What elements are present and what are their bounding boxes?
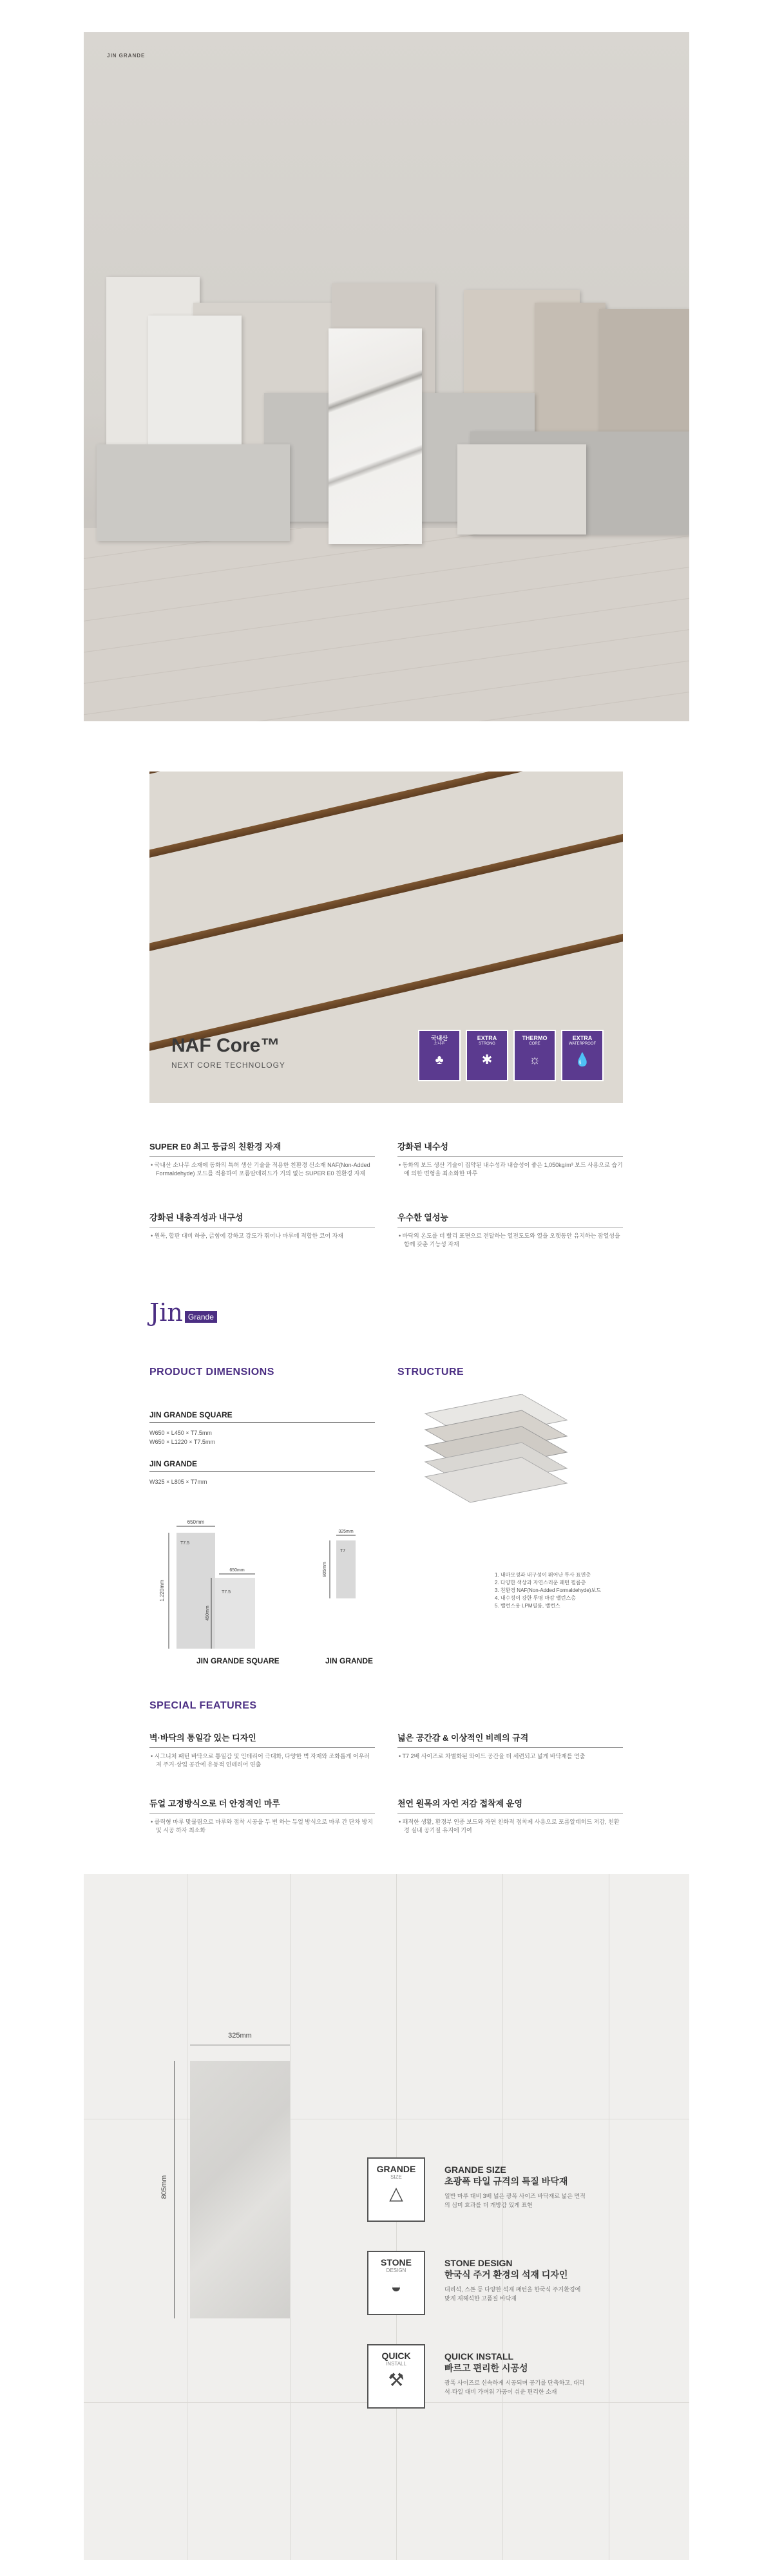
icon-subtitle: INSTALL bbox=[386, 2361, 406, 2367]
legend-item: 3. 친환경 NAF(Non-Added Formaldehyde)보드 bbox=[495, 1587, 601, 1593]
bottom-visual bbox=[84, 1874, 689, 2560]
height-rule bbox=[174, 2061, 175, 2318]
feature-title: SUPER E0 최고 등급의 친환경 자재 bbox=[149, 1140, 375, 1157]
feature-eco bbox=[149, 1140, 375, 1178]
diagram-label-square: JIN GRANDE SQUARE bbox=[196, 1656, 280, 1665]
feature-text: • 국내산 소나무 소재에 동화의 특허 생산 기술을 적용한 친환경 신소재 NAF(Non-Added Formaldehyde) 보드를 적용하여 포름알데히드가 거의 없는 SUPER E0 친환경 자재 bbox=[149, 1161, 375, 1178]
legend-item: 4. 내수성이 강한 투명 마감 밸런스층 bbox=[495, 1595, 576, 1601]
feature-title: 천연 원목의 자연 저감 접착제 운영 bbox=[397, 1797, 623, 1814]
grande-values bbox=[149, 1477, 207, 1486]
feature-title: 넓은 공간감 & 이상적인 비례의 규격 bbox=[397, 1731, 623, 1748]
legend-item: 5. 밸런스용 LPM필름, 밸런스 bbox=[495, 1603, 560, 1609]
bf-text: 일반 마루 대비 3배 넓은 광폭 사이즈 바닥재로 넓은 면적의 심미 효과를 더 개방감 있게 표현 bbox=[444, 2193, 586, 2208]
special-feature bbox=[397, 1731, 623, 1761]
feature-title: 강화된 내수성 bbox=[397, 1140, 623, 1157]
special-feature bbox=[149, 1797, 375, 1835]
square-title: JIN GRANDE SQUARE bbox=[149, 1410, 375, 1423]
legend-item: 2. 다양한 색상과 자연스러운 패턴 필름층 bbox=[495, 1580, 586, 1586]
tile-grande bbox=[336, 1540, 356, 1598]
naf-subtitle: NEXT CORE TECHNOLOGY bbox=[171, 1061, 285, 1070]
hero-image bbox=[84, 32, 689, 721]
dim-t75-a: T7.5 bbox=[180, 1541, 190, 1546]
dim-l450: 450mm bbox=[205, 1605, 210, 1621]
badge-waterproof bbox=[561, 1030, 604, 1081]
feature-text: • T7 2배 사이즈로 차별화된 와이드 공간을 더 세련되고 넓게 바닥재를 연출 bbox=[397, 1752, 623, 1761]
icon-subtitle: SIZE bbox=[390, 2174, 402, 2180]
dim-l1220: 1,220mm bbox=[159, 1580, 165, 1602]
grande-size-icon bbox=[367, 2157, 425, 2222]
naf-core-image bbox=[149, 772, 623, 1103]
badge-strong bbox=[466, 1030, 508, 1081]
badge-line1: 국내산 bbox=[430, 1035, 448, 1041]
feature-title: 강화된 내충격성과 내구성 bbox=[149, 1211, 375, 1227]
badge-line2: STRONG bbox=[479, 1042, 495, 1046]
square-value: W650 × L450 × T7.5mm bbox=[149, 1430, 212, 1436]
icon-title: STONE bbox=[381, 2257, 412, 2268]
hammer-icon: ⚒ bbox=[388, 2370, 405, 2390]
dimensions-diagram bbox=[149, 1513, 394, 1668]
dim-l805: 805mm bbox=[323, 1562, 327, 1577]
badge-line1: EXTRA bbox=[477, 1035, 497, 1041]
feature-title: 벽·바닥의 통일감 있는 디자인 bbox=[149, 1731, 375, 1748]
feature-text: • 시그니처 패턴 바닥으로 통일감 및 인테리어 극대화, 다양한 벽 자재와 조화롭게 어우러져 주거·상업 공간에 유동적 인테리어 연출 bbox=[149, 1752, 375, 1769]
dim-w650-b: 650mm bbox=[229, 1568, 245, 1573]
tile-seam bbox=[290, 1874, 291, 2560]
triangle-icon: △ bbox=[389, 2183, 403, 2203]
strong-icon: ✱ bbox=[481, 1053, 493, 1067]
dim-t7: T7 bbox=[340, 1549, 346, 1553]
structure-legend bbox=[495, 1571, 601, 1610]
water-drop-icon: 💧 bbox=[574, 1053, 591, 1067]
hero-floor bbox=[84, 528, 689, 721]
naf-title: NAF Core™ bbox=[171, 1035, 280, 1056]
height-label: 805mm bbox=[160, 2175, 168, 2199]
naf-badges bbox=[418, 1030, 604, 1081]
special-heading: SPECIAL FEATURES bbox=[149, 1700, 257, 1711]
feature-text: • 동화의 보드 생산 기술이 집약된 내수성과 내습성이 좋은 1,050kg/m³ 보드 사용으로 습기에 의한 변형을 최소화한 마루 bbox=[397, 1161, 623, 1178]
icon-subtitle: DESIGN bbox=[386, 2268, 406, 2273]
diagram-label-grande: JIN GRANDE bbox=[325, 1656, 374, 1665]
icon-title: GRANDE bbox=[376, 2164, 416, 2174]
highlighted-tile bbox=[190, 2061, 290, 2318]
feature-title: 우수한 열성능 bbox=[397, 1211, 623, 1227]
structure-diagram bbox=[412, 1394, 580, 1562]
badge-line2: CORE bbox=[529, 1042, 540, 1046]
badge-pine bbox=[418, 1030, 461, 1081]
feature-text: • 원목, 합판 대비 하중, 긁힘에 강하고 강도가 뛰어나 마루에 적합한 코어 자재 bbox=[149, 1232, 375, 1240]
feature-title: 듀얼 고정방식으로 더 안정적인 마루 bbox=[149, 1797, 375, 1814]
feature-text: • 클릭형 마루 맞물림으로 마루와 접착 시공을 두 번 하는 듀얼 방식으로 마루 간 단차 방지 및 시공 하자 최소화 bbox=[149, 1818, 375, 1835]
stone-design-icon bbox=[367, 2251, 425, 2315]
square-value: W650 × L1220 × T7.5mm bbox=[149, 1439, 215, 1445]
feature-text: • 바닥의 온도를 더 빨리 표면으로 전달하는 열전도도와 열을 오랫동안 유지하는 잠열성을 함께 갖춘 기능성 자재 bbox=[397, 1232, 623, 1249]
bf-text: 대리석, 스톤 등 다양한 석재 패턴을 한국식 주거환경에 맞게 재해석한 고품질 바닥재 bbox=[444, 2286, 581, 2302]
bf-title-ko: 초광폭 타일 규격의 특질 바닥재 bbox=[444, 2176, 568, 2186]
hero-tile bbox=[457, 444, 586, 535]
dim-w650-a: 650mm bbox=[187, 1519, 205, 1525]
bf-title-en: GRANDE SIZE bbox=[444, 2164, 506, 2175]
tile-seam bbox=[502, 1874, 503, 2560]
special-feature bbox=[397, 1797, 623, 1835]
width-label: 325mm bbox=[228, 2032, 252, 2040]
jin-grande-logo bbox=[149, 1298, 217, 1327]
bf-title-ko: 빠르고 편리한 시공성 bbox=[444, 2363, 528, 2373]
dim-t75-b: T7.5 bbox=[222, 1590, 231, 1595]
logo-jin: Jin bbox=[149, 1298, 183, 1327]
grande-title: JIN GRANDE bbox=[149, 1459, 375, 1472]
feature-text: • 쾌적한 생활, 환경부 인증 보드와 자연 친화적 접착제 사용으로 포름알데히드 저감, 친환경 실내 공기질 유지에 기여 bbox=[397, 1818, 623, 1835]
tile-450 bbox=[215, 1578, 255, 1649]
tree-icon: ♣ bbox=[435, 1053, 444, 1067]
core-strip bbox=[149, 772, 623, 786]
quick-install-icon bbox=[367, 2344, 425, 2409]
hero-tile bbox=[97, 444, 290, 541]
hero-tile-marble bbox=[329, 328, 422, 544]
bf-title bbox=[444, 2164, 568, 2187]
tile-1220 bbox=[177, 1533, 215, 1649]
legend-item: 1. 내마모성과 내구성이 뛰어난 투사 표면층 bbox=[495, 1572, 591, 1578]
bf-text: 광폭 사이즈로 신속하게 시공되며 공기를 단축하고, 대리석·타일 대비 가벼워 가공이 쉬운 편리한 소재 bbox=[444, 2380, 585, 2395]
special-feature bbox=[149, 1731, 375, 1769]
feature-thermal bbox=[397, 1211, 623, 1249]
bf-title bbox=[444, 2351, 528, 2374]
bf-title-ko: 한국식 주거 환경의 석재 디자인 bbox=[444, 2269, 568, 2280]
grande-value: W325 × L805 × T7mm bbox=[149, 1479, 207, 1485]
structure-heading: STRUCTURE bbox=[397, 1367, 464, 1378]
badge-thermo bbox=[513, 1030, 556, 1081]
feature-water bbox=[397, 1140, 623, 1178]
logo-grande: Grande bbox=[185, 1311, 217, 1323]
dim-w325: 325mm bbox=[338, 1530, 354, 1534]
badge-line1: EXTRA bbox=[572, 1035, 593, 1041]
dimensions-heading: PRODUCT DIMENSIONS bbox=[149, 1367, 274, 1378]
badge-line2: WATERPROOF bbox=[568, 1042, 596, 1046]
badge-line1: THERMO bbox=[522, 1035, 548, 1041]
badge-line2: 소나무 bbox=[434, 1042, 445, 1046]
bf-title-en: QUICK INSTALL bbox=[444, 2351, 514, 2362]
bf-title-en: STONE DESIGN bbox=[444, 2258, 513, 2268]
square-values bbox=[149, 1428, 215, 1446]
bf-title bbox=[444, 2257, 568, 2280]
feature-durability bbox=[149, 1211, 375, 1240]
hero-logo: JIN GRANDE bbox=[107, 53, 146, 59]
thermo-icon: ☼ bbox=[528, 1053, 541, 1067]
stone-icon: ◒ bbox=[390, 2277, 402, 2297]
icon-title: QUICK bbox=[381, 2351, 411, 2361]
